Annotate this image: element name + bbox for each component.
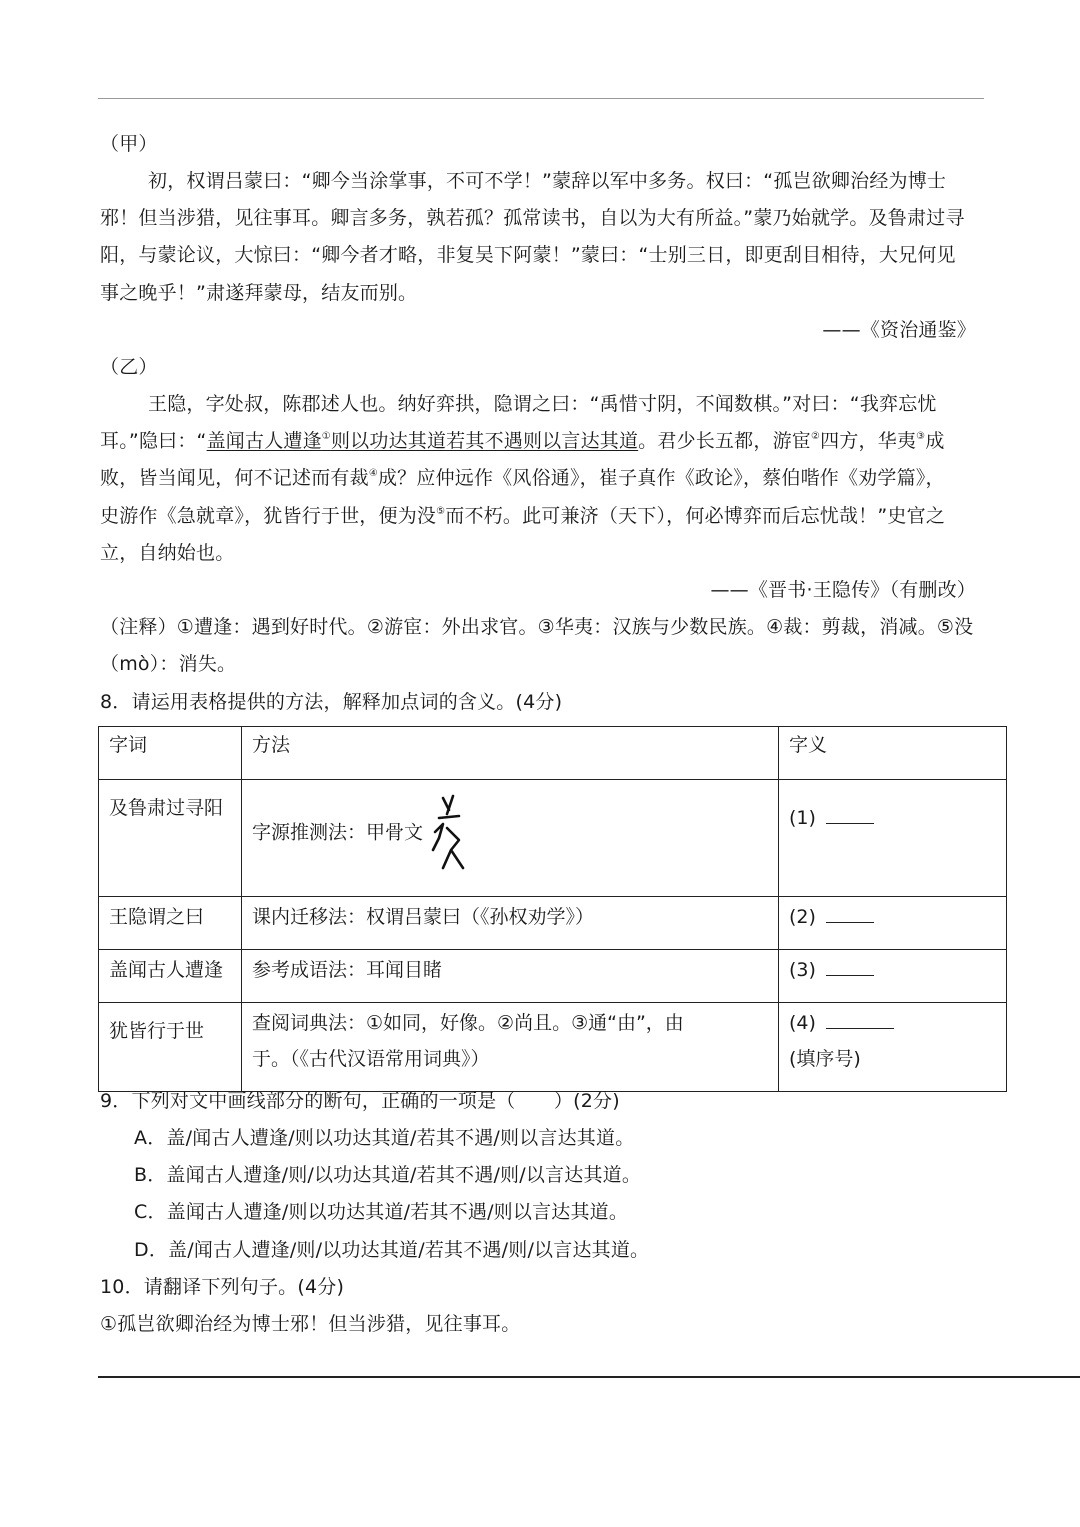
row3-answer: (3) (789, 950, 996, 988)
row4-method: 查阅词典法：①如同，好像。②尚且。③通“由”，由 于。（《古代汉语常用词典》） (252, 1012, 684, 1070)
note-marker-3: ③ (916, 430, 926, 442)
passage-a-line-3: 阳，与蒙论议，大惊曰：“卿今者才略，非复吴下阿蒙！”蒙曰：“士别三日，即更刮目相待，大兄何见 (100, 244, 956, 266)
row4-word: 犹皆行于世 (109, 1020, 205, 1042)
table-row (99, 897, 1007, 950)
annotation-line-2: （mò）：消失。 (100, 653, 237, 675)
passage-b-source: ——《晋书·王隐传》（有删改） (710, 579, 976, 601)
answer-blank-4[interactable] (826, 1010, 894, 1029)
underlined-sentence: 盖闻古人遭逢①则以功达其道若其不遇则以言达其道 (206, 430, 639, 452)
passage-b-line-5: 立，自纳始也。 (100, 542, 235, 564)
passage-b-line-3: 败，皆当闻见，何不记述而有裁④成？应仲远作《风俗通》，崔子真作《政论》，蔡伯喈作《劝学篇》， (100, 467, 945, 489)
q9-option-a[interactable]: A．盖/闻古人遭逢/则以功达其道/若其不遇/则以言达其道。 (134, 1127, 635, 1149)
passage-b-line-1: 王隐，字处叔，陈郡述人也。纳好弈拱，隐谓之曰：“禹惜寸阴，不闻数棋。”对曰：“我弈忘忧 (148, 393, 937, 415)
answer-blank-1[interactable] (826, 805, 874, 824)
bottom-rule (98, 1376, 1080, 1378)
row2-answer: (2) (789, 897, 996, 935)
answer-blank-3[interactable] (826, 957, 874, 976)
passage-a-line-1: 初，权谓吕蒙曰：“卿今当涂掌事，不可不学！”蒙辞以军中多务。权曰：“孤岂欲卿治经为博士 (148, 170, 947, 192)
header-meaning: 字义 (779, 727, 1007, 780)
passage-a-source: ——《资治通鉴》 (822, 319, 976, 341)
header-word: 字词 (99, 727, 242, 780)
top-rule (98, 98, 984, 99)
row2-word: 王隐谓之曰 (109, 906, 205, 928)
q8-prompt: 8．请运用表格提供的方法，解释加点词的含义。(4分) (100, 691, 563, 713)
table-row (99, 780, 1007, 897)
q8-table (98, 726, 1007, 1092)
row1-method: 字源推测法：甲骨文 (252, 780, 768, 874)
passage-b-line-4: 史游作《急就章》，犹皆行于世，便为没⑤而不朽。此可兼济（天下），何必博弈而后忘忧哉！”史官之 (100, 505, 946, 527)
q9-option-d[interactable]: D．盖/闻古人遭逢/则/以功达其道/若其不遇/则/以言达其道。 (134, 1239, 650, 1261)
note-marker-5: ⑤ (436, 505, 446, 517)
passage-a-label: （甲） (100, 133, 158, 155)
oracle-bone-glyph-icon (429, 792, 469, 874)
q9-prompt: 9．下列对文中画线部分的断句，正确的一项是（ ）(2分) (100, 1090, 620, 1112)
table-header-row (99, 727, 1007, 780)
row4-answer: (4) (填序号) (789, 1003, 996, 1077)
q10-prompt: 10．请翻译下列句子。(4分) (100, 1276, 345, 1298)
table-row (99, 1003, 1007, 1092)
passage-a-line-2: 邪！但当涉猎，见往事耳。卿言多务，孰若孤？孤常读书，自以为大有所益。”蒙乃始就学。及鲁肃过寻 (100, 207, 965, 229)
row3-method: 参考成语法：耳闻目睹 (252, 959, 443, 981)
row3-word: 盖闻古人遭逢 (109, 959, 224, 981)
row1-answer: (1) (789, 780, 996, 836)
answer-blank-2[interactable] (826, 904, 874, 923)
q9-option-c[interactable]: C．盖闻古人遭逢/则以功达其道/若其不遇/则以言达其道。 (134, 1201, 629, 1223)
note-marker-2: ② (810, 430, 821, 442)
passage-a-line-4: 事之晚乎！”肃遂拜蒙母，结友而别。 (100, 282, 418, 304)
note-marker-1: ① (321, 430, 331, 442)
header-method: 方法 (242, 727, 779, 780)
annotation-line-1: （注释）①遭逢：遇到好时代。②游宦：外出求官。③华夷：汉族与少数民族。④裁：剪裁，消减。⑤没 (100, 616, 974, 638)
passage-b-line-2: 耳。”隐曰：“盖闻古人遭逢①则以功达其道若其不遇则以言达其道。君少长五都，游宦②四方，华夷③成 (100, 430, 945, 452)
q9-option-b[interactable]: B．盖闻古人遭逢/则/以功达其道/若其不遇/则/以言达其道。 (134, 1164, 642, 1186)
note-marker-4: ④ (368, 467, 378, 479)
row2-method: 课内迁移法：权谓吕蒙曰（《孙权劝学》） (252, 906, 595, 928)
passage-b-label: （乙） (100, 356, 158, 378)
row1-word: 及鲁肃过寻阳 (109, 797, 224, 819)
q10-item-1: ①孤岂欲卿治经为博士邪！但当涉猎，见往事耳。 (100, 1313, 521, 1335)
table-row (99, 950, 1007, 1003)
